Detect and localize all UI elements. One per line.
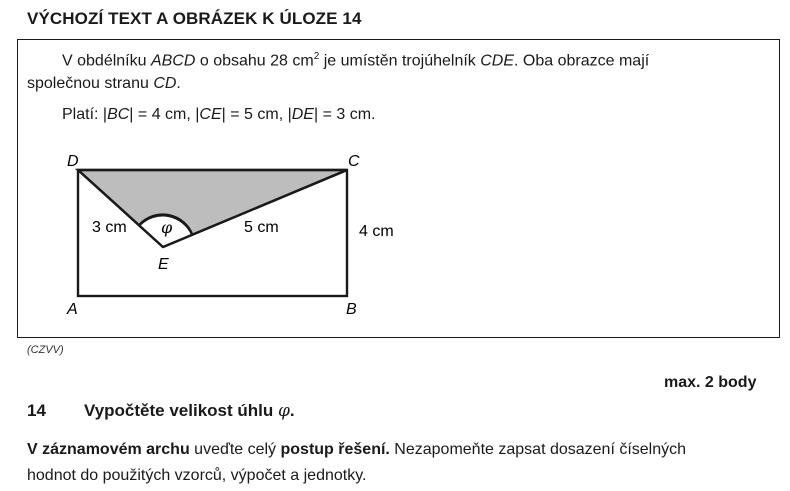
label-vertex-e: E	[158, 256, 169, 273]
source-credit: (CZVV)	[27, 344, 64, 356]
label-vertex-b: B	[346, 301, 357, 318]
max-points: max. 2 body	[664, 374, 757, 391]
given-values-line: Platí: |BC| = 4 cm, |CE| = 5 cm, |DE| = 3 cm.	[62, 106, 376, 123]
label-vertex-c: C	[348, 153, 360, 170]
section-heading: VÝCHOZÍ TEXT A OBRÁZEK K ÚLOZE 14	[27, 9, 362, 28]
instructions: V záznamovém archu uveďte celý postup řešení. Nezapomeňte zapsat dosazení číselných hodnot do použitých vzorců, výpočet a jednotky.	[27, 441, 687, 484]
label-vertex-a: A	[67, 301, 78, 318]
geometry-figure	[60, 148, 420, 323]
question-number: 14	[27, 401, 46, 420]
label-side-ce: 5 cm	[244, 219, 279, 236]
problem-text-line-2: společnou stranu CD.	[27, 75, 181, 92]
question-text: Vypočtěte velikost úhlu φ.	[84, 401, 295, 421]
label-side-de: 3 cm	[92, 219, 127, 236]
label-angle-phi: φ	[161, 218, 173, 237]
problem-text-line-1: V obdélníku ABCD o obsahu 28 $cm^2$ je umístěn trojúhelník CDE. Oba obrazce mají	[62, 51, 650, 70]
label-side-bc: 4 cm	[359, 223, 394, 240]
label-vertex-d: D	[67, 153, 79, 170]
